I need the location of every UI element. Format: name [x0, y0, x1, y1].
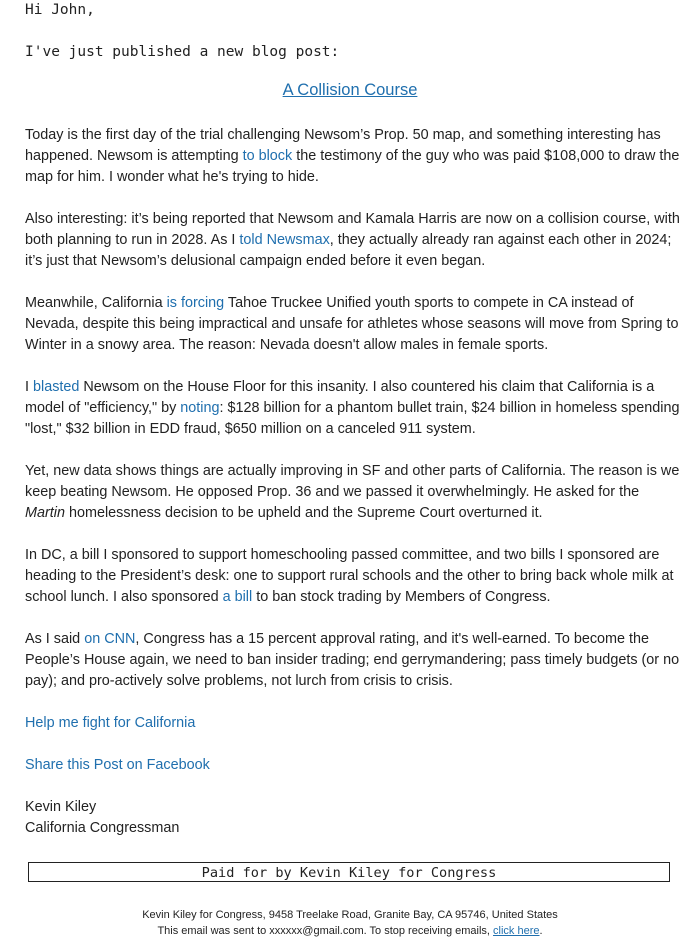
unsubscribe-link[interactable]: click here — [493, 925, 540, 937]
paragraph-text: Newsom on the House Floor for this insanity. I also countered his claim that California is a model of "efficiency," by — [25, 379, 655, 416]
paragraph-trial — [25, 125, 683, 188]
paragraph-text: I — [25, 379, 33, 395]
help-fight-link[interactable]: Help me fight for California — [25, 715, 196, 731]
footer-sent-to: This email was sent to xxxxxx@gmail.com. To stop receiving emails, — [157, 925, 494, 937]
a-bill-link[interactable]: a bill — [222, 589, 253, 605]
paragraph-dc — [25, 545, 683, 608]
paragraph-text: , they actually already ran against each other in 2024; it’s just that Newsom’s delusional campaign ended before it even began. — [25, 232, 672, 269]
email-greeting: Hi John, — [25, 2, 95, 18]
paragraph-text: homelessness decision to be upheld and the Supreme Court overturned it. — [64, 505, 543, 521]
paragraph-text: Tahoe Truckee Unified youth sports to compete in CA instead of Nevada, despite this being impractical and unsafe for athletes whose seasons will move from Spring to Winter in a snowy area. The reason: Nevada doesn't allow males in female sports. — [25, 295, 679, 353]
share-facebook-link[interactable]: Share this Post on Facebook — [25, 757, 210, 773]
to-block-link[interactable]: to block — [242, 148, 293, 164]
paragraph-text: the testimony of the guy who was paid $108,000 to draw the map for him. I wonder what he's trying to hide. — [25, 148, 680, 185]
on-cnn-link[interactable]: on CNN — [84, 631, 136, 647]
footer-unsubscribe-line — [0, 923, 700, 939]
share-paragraph — [25, 755, 683, 776]
paragraph-sports — [25, 293, 683, 356]
paragraph-efficiency — [25, 377, 683, 440]
signature — [25, 797, 683, 839]
paid-for-disclaimer: Paid for by Kevin Kiley for Congress — [28, 862, 670, 882]
martin-emphasis: Martin — [25, 505, 65, 521]
post-title — [0, 81, 700, 100]
paragraph-text: Meanwhile, California — [25, 295, 167, 311]
paragraph-text: As I said — [25, 631, 85, 647]
noting-link[interactable]: noting — [180, 400, 220, 416]
paragraph-collision — [25, 209, 683, 272]
footer-address: Kevin Kiley for Congress, 9458 Treelake Road, Granite Bay, CA 95746, United States — [142, 909, 558, 921]
post-title-link[interactable]: A Collision Course — [282, 81, 418, 99]
paragraph-text: Yet, new data shows things are actually improving in SF and other parts of California. The reason is we keep beating Newsom. He opposed Prop. 36 and we passed it overwhelmingly. He asked for the — [25, 463, 680, 500]
blasted-link[interactable]: blasted — [33, 379, 80, 395]
paragraph-text: to ban stock trading by Members of Congress. — [252, 589, 551, 605]
signature-name: Kevin Kiley — [25, 799, 97, 815]
paragraph-cnn — [25, 629, 683, 692]
paragraph-text: : $128 billion for a phantom bullet train, $24 billion in homeless spending "lost," $32 billion in EDD fraud, $650 million on a canceled 911 system. — [25, 400, 680, 437]
email-body — [25, 125, 683, 839]
footer-period: . — [539, 925, 543, 937]
paragraph-text: In DC, a bill I sponsored to support homeschooling passed committee, and two bills I sponsored are heading to the President’s desk: one to support rural schools and the other to bring back whole milk at school lunch. I also sponsored — [25, 547, 674, 605]
told-newsmax-link[interactable]: told Newsmax — [239, 232, 330, 248]
email-footer — [0, 907, 700, 939]
is-forcing-link[interactable]: is forcing — [166, 295, 225, 311]
signature-title: California Congressman — [25, 820, 180, 836]
help-paragraph — [25, 713, 683, 734]
email-intro: I've just published a new blog post: — [25, 44, 340, 60]
paragraph-text: Also interesting: it’s being reported that Newsom and Kamala Harris are now on a collision course, with both planning to run in 2028. As I — [25, 211, 680, 248]
paragraph-text: , Congress has a 15 percent approval rating, and it's well-earned. To become the People’s House again, we need to ban insider trading; end gerrymandering; pass timely budgets (or no pay); and pro-actively solve problems, not lurch from crisis to crisis. — [25, 631, 680, 689]
paragraph-improving — [25, 461, 683, 524]
paragraph-text: Today is the first day of the trial challenging Newsom’s Prop. 50 map, and something interesting has happened. Newsom is attempting — [25, 127, 661, 164]
